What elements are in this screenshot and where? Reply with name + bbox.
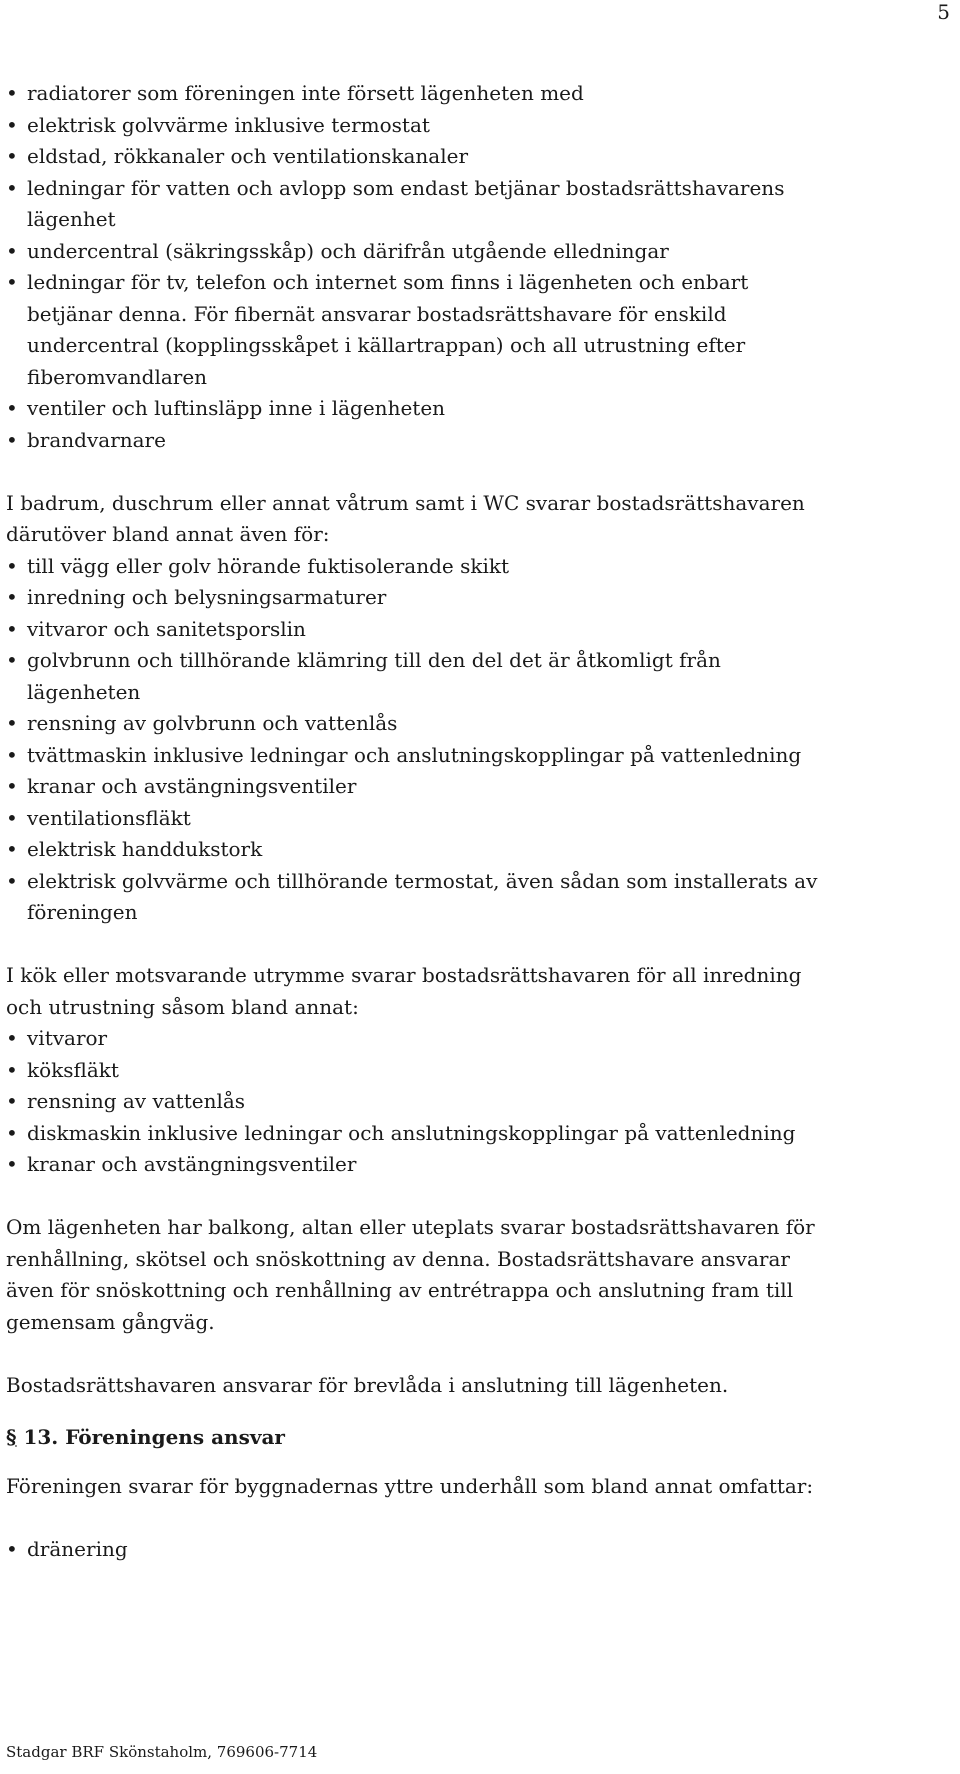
- list-item: • undercentral (säkringsskåp) och därifrån utgående elledningar: [6, 236, 941, 268]
- section-number: 13.: [23, 1425, 59, 1449]
- list-item: • elektrisk golvvärme och tillhörande termostat, även sådan som installerats av föreningen: [6, 866, 877, 929]
- paragraph-association: Föreningen svarar för byggnadernas yttre underhåll som bland annat omfattar:: [6, 1474, 814, 1498]
- list-item: • vitvaror: [6, 1023, 941, 1055]
- list-owner-responsibilities: [6, 78, 941, 456]
- list-item: • eldstad, rökkanaler och ventilationskanaler: [6, 141, 941, 173]
- paragraph-wet-room: I badrum, duschrum eller annat våtrum samt i WC svarar bostadsrättshavaren därutöver bland annat även för:: [6, 490, 805, 546]
- list-item: • golvbrunn och tillhörande klämring till den del det är åtkomligt från lägenheten: [6, 645, 777, 708]
- paragraph-kitchen: I kök eller motsvarande utrymme svarar bostadsrättshavaren för all inredning och utrustning såsom bland annat:: [6, 963, 802, 1019]
- list-item: • ledningar för tv, telefon och internet som finns i lägenheten och enbart betjänar denna. För fibernät ansvarar bostadsrättshavare för enskild undercentral (kopplingsskåpet i källartrappan) och all utrustning efter fiberomvandlaren: [6, 267, 797, 393]
- list-item: • tvättmaskin inklusive ledningar och anslutningskopplingar på vattenledning: [6, 740, 941, 772]
- section-heading: [6, 1417, 941, 1457]
- list-item: • till vägg eller golv hörande fuktisolerande skikt: [6, 551, 941, 583]
- list-wet-room: [6, 551, 941, 929]
- list-item: • ledningar för vatten och avlopp som endast betjänar bostadsrättshavarens lägenhet: [6, 173, 817, 236]
- document-body: [6, 78, 941, 1565]
- list-item: • ventiler och luftinsläpp inne i lägenheten: [6, 393, 941, 425]
- list-item: • vitvaror och sanitetsporslin: [6, 614, 941, 646]
- list-item: • rensning av vattenlås: [6, 1086, 941, 1118]
- footer: Stadgar BRF Skönstaholm, 769606-7714: [6, 1743, 318, 1761]
- list-item: • brandvarnare: [6, 425, 941, 457]
- list-kitchen: [6, 1023, 941, 1181]
- list-item: • inredning och belysningsarmaturer: [6, 582, 941, 614]
- paragraph-balcony: Om lägenheten har balkong, altan eller uteplats svarar bostadsrättshavaren för renhållning, skötsel och snöskottning av denna. Bostadsrättshavare ansvarar även för snöskottning och renhållning av entrétrappa och anslutning fram till gemensam gångväg.: [6, 1215, 815, 1334]
- list-item: • rensning av golvbrunn och vattenlås: [6, 708, 941, 740]
- list-item: • dränering: [6, 1534, 941, 1566]
- list-item: • elektrisk golvvärme inklusive termostat: [6, 110, 941, 142]
- list-item: • radiatorer som föreningen inte försett lägenheten med: [6, 78, 941, 110]
- list-item: • kranar och avstängningsventiler: [6, 771, 941, 803]
- list-item: • kranar och avstängningsventiler: [6, 1149, 941, 1181]
- paragraph-mailbox: Bostadsrättshavaren ansvarar för brevlåda i anslutning till lägenheten.: [6, 1372, 729, 1397]
- list-item: • diskmaskin inklusive ledningar och anslutningskopplingar på vattenledning: [6, 1118, 941, 1150]
- list-association: [6, 1534, 941, 1566]
- list-item: • köksfläkt: [6, 1055, 941, 1087]
- section-title: Föreningens ansvar: [65, 1425, 285, 1449]
- page-number: 5: [937, 0, 950, 24]
- list-item: • elektrisk handdukstork: [6, 834, 941, 866]
- list-item: • ventilationsfläkt: [6, 803, 941, 835]
- section-sign: §: [6, 1425, 17, 1449]
